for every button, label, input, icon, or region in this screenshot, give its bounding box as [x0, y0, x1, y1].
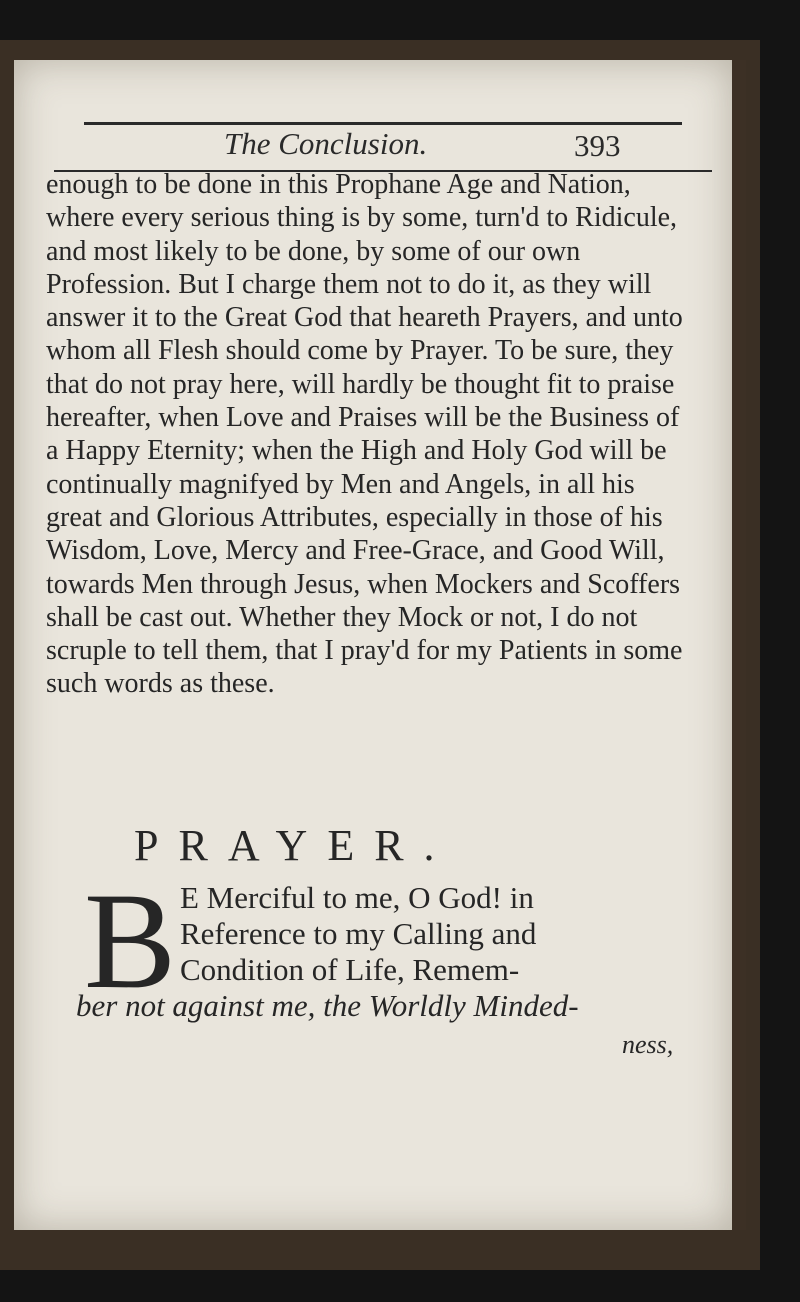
prayer-line-3: Condition of Life, Remem- [180, 952, 520, 987]
book-page [14, 60, 746, 1230]
prayer-opening [180, 880, 700, 988]
body-paragraph: enough to be done in this Prophane Age and Nation, where every serious thing is by some, turn'd to Ridicule, and most likely to be done, by some of our own Profession. But I charge them not to do it, as they will answer it to the Great God that heareth Prayers, and unto whom all Flesh should come by Prayer. To be sure, they that do not pray here, will hardly be thought fit to praise hereafter, when Love and Praises will be the Business of a Happy Eternity; when the High and Holy God will be continually magnifyed by Men and Angels, in all his great and Glorious Attributes, especially in those of his Wisdom, Love, Mercy and Free-Grace, and Good Will, towards Men through Jesus, when Mockers and Scoffers shall be cast out. Whether they Mock or not, I do not scruple to tell them, that I pray'd for my Patients in some such words as these. [46, 169, 683, 700]
running-head: The Conclusion. [224, 126, 428, 161]
prayer-line-1: E Merciful to me, O God! in [180, 880, 534, 915]
drop-cap: B [84, 864, 177, 1017]
header-rule-top [84, 122, 682, 125]
page-number: 393 [574, 128, 621, 163]
catchword: ness, [622, 1030, 674, 1059]
prayer-heading: PRAYER. [134, 821, 455, 870]
prayer-continuation: ber not against me, the Worldly Minded- [76, 988, 579, 1023]
prayer-line-2: Reference to my Calling and [180, 916, 537, 951]
